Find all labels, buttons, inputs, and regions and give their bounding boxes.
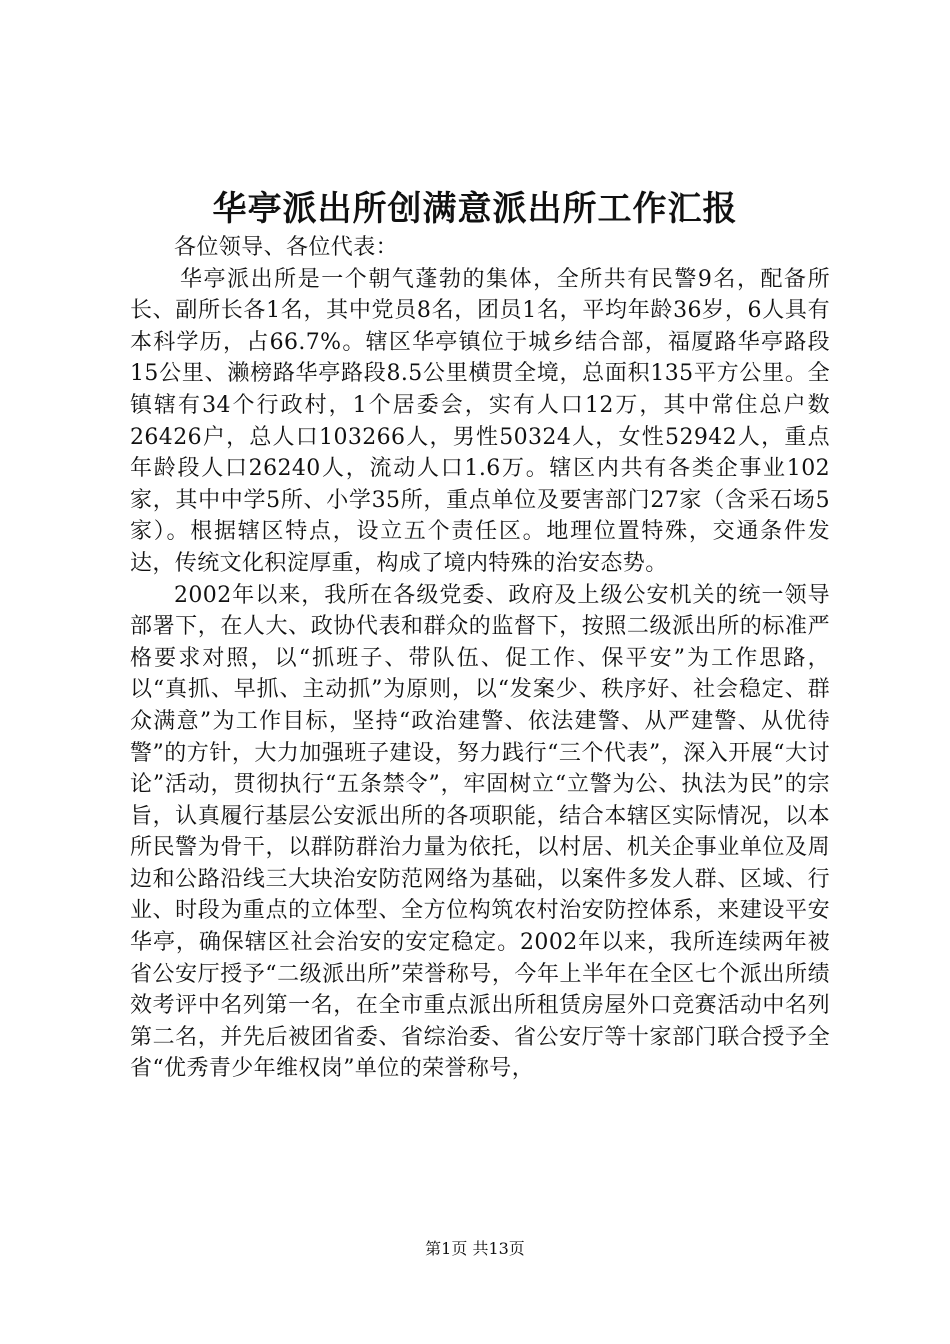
page-number-label: 第1页 共13页 — [425, 1239, 525, 1258]
greeting-line: 各位领导、各位代表： — [174, 235, 399, 260]
paragraph-overview: 华亭派出所是一个朝气蓬勃的集体，全所共有民警9名，配备所长、副所长各1名，其中党员8名，团员1名，平均年龄36岁，6人具有本科学历，占66.7%。辖区华亭镇位于城乡结合部，福厦路华亭路段15公里、濑榜路华亭路段8.5公里横贯全境，总面积135平方公里。全镇辖有34个行政村，1个居委会，实有人口12万，其中常住总户数26426户，总人口103266人，男性50324人，女性52942人，重点年龄段人口26240人，流动人口1.6万。辖区内共有各类企事业102家，其中中学5所、小学35所，重点单位及要害部门27家（含采石场5家）。根据辖区特点，设立五个责任区。地理位置特殊，交通条件发达，传统文化积淀厚重，构成了境内特殊的治安态势。 — [130, 266, 830, 576]
document-title: 华亭派出所创满意派出所工作汇报 — [212, 189, 738, 229]
paragraph-work-summary: 2002年以来，我所在各级党委、政府及上级公安机关的统一领导部署下，在人大、政协代表和群众的监督下，按照二级派出所的标准严格要求对照，以“抓班子、带队伍、促工作、保平安”为工作思路，以“真抓、早抓、主动抓”为原则，以“发案少、秩序好、社会稳定、群众满意”为工作目标，坚持“政治建警、依法建警、从严建警、从优待警”的方针，大力加强班子建设，努力践行“三个代表”，深入开展“大讨论”活动，贯彻执行“五条禁令”，牢固树立“立警为公、执法为民”的宗旨，认真履行基层公安派出所的各项职能，结合本辖区实际情况，以本所民警为骨干，以群防群治力量为依托，以村居、机关企事业单位及周边和公路沿线三大块治安防范网络为基础，以案件多发人群、区域、行业、时段为重点的立体型、全方位构筑农村治安防控体系，来建设平安华亭，确保辖区社会治安的安定稳定。2002年以来，我所连续两年被省公安厅授予“二级派出所”荣誉称号，今年上半年在全区七个派出所绩效考评中名列第一名，在全市重点派出所租赁房屋外口竞赛活动中名列第二名，并先后被团省委、省综治委、省公安厅等十家部门联合授予全省“优秀青少年维权岗”单位的荣誉称号， — [130, 582, 830, 1082]
page-footer — [0, 1238, 950, 1260]
document-body — [130, 232, 830, 1085]
